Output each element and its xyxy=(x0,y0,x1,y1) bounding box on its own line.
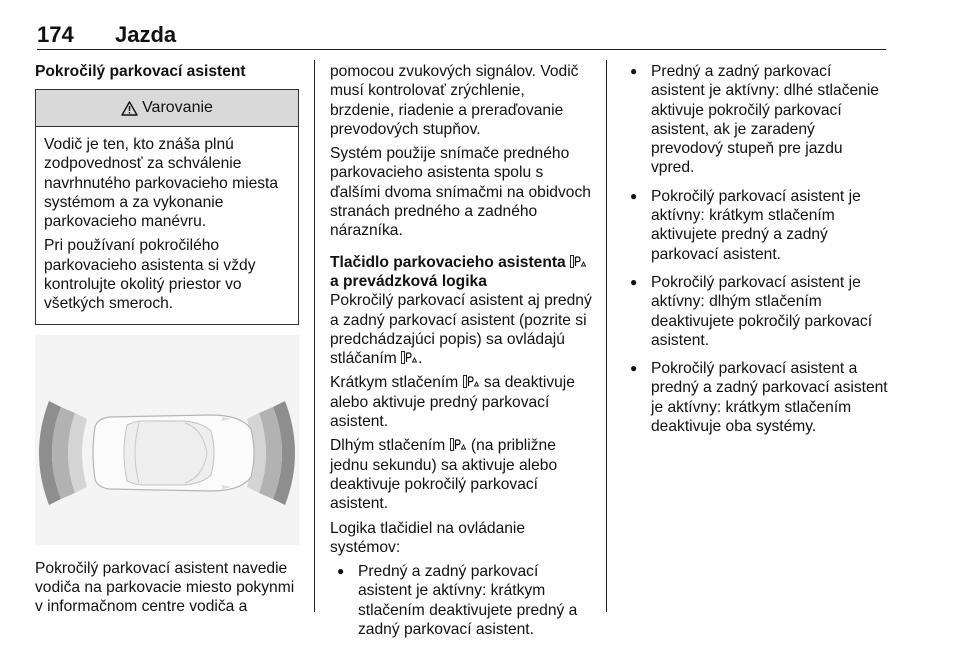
header-rule xyxy=(37,49,886,50)
figure-caption: Pokročilý parkovací asistent navedie vodiča na parkovacie miesto pokynmi v informačnom centre vodiča a xyxy=(35,559,295,616)
list-item: ● Pokročilý parkovací asistent a predný a zadný parkovací asistent je aktívny: krátkym stlačením deaktivuje oba systémy. xyxy=(627,359,889,436)
warning-title: Varovanie xyxy=(142,99,213,117)
warning-header xyxy=(36,90,298,127)
paragraph: Logika tlačidiel na ovládanie systémov: xyxy=(330,519,526,556)
paragraph xyxy=(330,291,592,368)
warning-body xyxy=(36,127,298,324)
list-item: ● Pokročilý parkovací asistent je aktívny: dlhým stlačením deaktivujete pokročilý parkovací asistent. xyxy=(627,273,889,350)
column-divider xyxy=(606,60,607,612)
warning-paragraph: Pri používaní pokročilého parkovacieho asistenta si vždy kontrolujte okolitý priestor vo všetkých smeroch. xyxy=(44,237,256,313)
paragraph-text: (na približne jednu sekundu) sa aktivuje alebo deaktivuje pokročilý parkovací asistent. xyxy=(330,437,558,513)
warning-box xyxy=(35,89,299,325)
subheading xyxy=(330,253,592,292)
parking-assist-button-icon xyxy=(450,438,467,451)
column-divider xyxy=(314,60,315,612)
subheading-text: Tlačidlo parkovacieho asistenta xyxy=(330,253,566,271)
list-item: ● Pokročilý parkovací asistent je aktívny: krátkym stlačením aktivujete predný a zadný parkovací asistent. xyxy=(627,187,889,264)
bullet-list xyxy=(330,562,592,639)
paragraph-text: Krátkym stlačením xyxy=(330,374,463,392)
parking-assist-button-icon xyxy=(463,375,480,388)
page-header xyxy=(37,22,887,48)
rear-sensor-zone xyxy=(39,401,87,505)
paragraph-text: sa deaktivuje alebo aktivuje predný parkovací asistent. xyxy=(330,374,575,431)
paragraph-text: . xyxy=(418,350,423,368)
paragraph-text: Dlhým stlačením xyxy=(330,437,450,455)
chapter-title: Jazda xyxy=(115,22,177,47)
column-3 xyxy=(627,62,889,445)
paragraph xyxy=(330,373,592,431)
list-item: ● Predný a zadný parkovací asistent je aktívny: krátkym stlačením deaktivujete predný a zadný parkovací asistent. xyxy=(330,562,592,639)
bullet-list xyxy=(627,62,889,436)
page-number: 174 xyxy=(37,22,74,47)
parking-assist-button-icon xyxy=(401,351,418,364)
paragraph: Systém použije snímače predného parkovacieho asistenta spolu s ďalšími dvoma snímačmi na obidvoch stranách predného a zadného nárazníka. xyxy=(330,145,591,240)
section-title: Pokročilý parkovací asistent xyxy=(35,63,246,80)
parking-assist-button-icon xyxy=(570,255,587,268)
warning-paragraph: Vodič je ten, kto znáša plnú zodpovednosť za schválenie navrhnutého parkovacieho miesta systémom a za vykonanie parkovacieho manévru. xyxy=(44,136,279,231)
car-illustration-svg xyxy=(35,335,299,545)
column-2 xyxy=(330,62,592,648)
paragraph: pomocou zvukových signálov. Vodič musí kontrolovať zrýchlenie, brzdenie, riadenie a preraďovanie prevodových stupňov. xyxy=(330,63,579,138)
list-item: ● Predný a zadný parkovací asistent je aktívny: dlhé stlačenie aktivuje pokročilý parkovací asistent, ak je zaradený prevodový stupeň pre jazdu vpred. xyxy=(627,62,889,178)
paragraph-text: Pokročilý parkovací asistent aj predný a zadný parkovací asistent (pozrite si predchádzajúci popis) sa ovládajú stláčaním xyxy=(330,292,592,368)
column-1 xyxy=(35,62,299,622)
car-body xyxy=(93,415,254,491)
warning-triangle-icon xyxy=(121,101,138,116)
car-parking-sensor-zones-illustration xyxy=(35,335,299,545)
paragraph xyxy=(330,436,592,513)
subheading-text: a prevádzková logika xyxy=(330,272,487,290)
